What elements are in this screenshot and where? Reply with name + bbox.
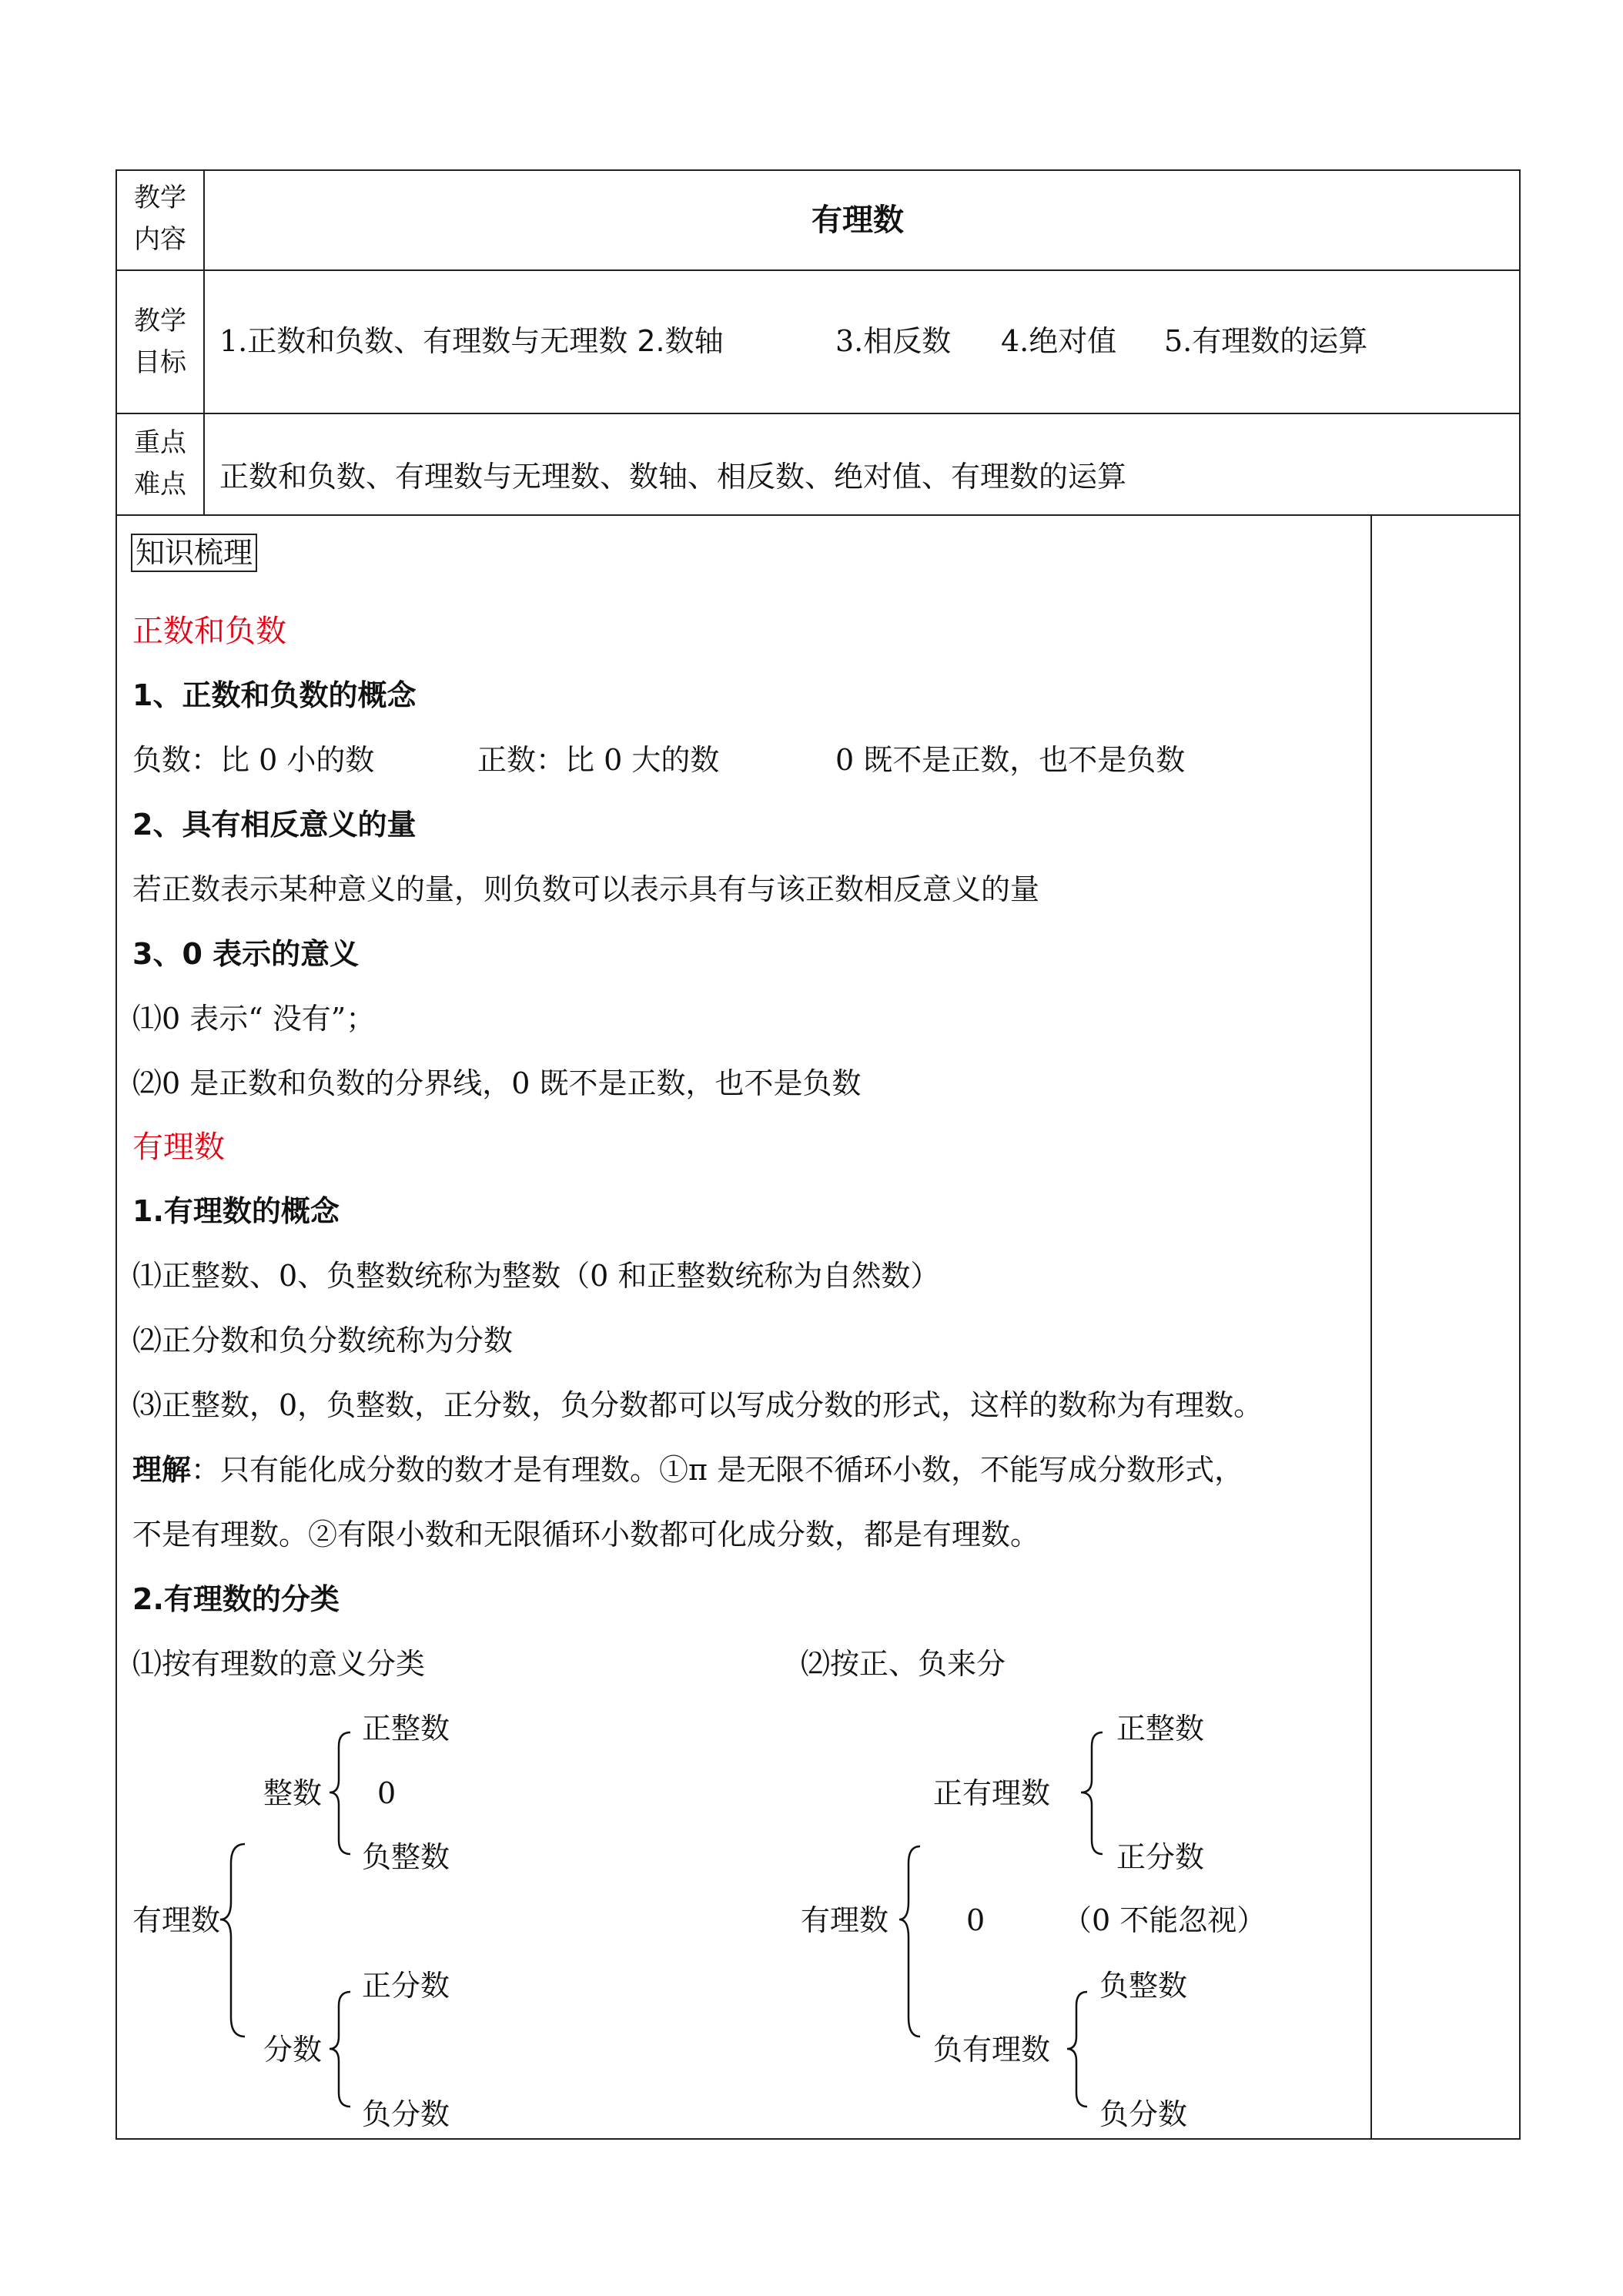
tree2-positive-fraction: 正分数 xyxy=(1116,1840,1205,1874)
tree1-fraction-brace xyxy=(330,1992,350,2107)
heading-zero-meaning: 3、0 表示的意义 xyxy=(132,937,360,971)
classification-2-title: ⑵按正、负来分 xyxy=(801,1647,1006,1681)
tree2-root: 有理数 xyxy=(801,1903,889,1937)
understanding-note xyxy=(132,1453,1244,1487)
focus-text: 正数和负数、有理数与无理数、数轴、相反数、绝对值、有理数的运算 xyxy=(219,460,1127,494)
tree2-root-brace xyxy=(899,1846,920,2037)
def-zero: 0 既不是正数，也不是负数 xyxy=(835,743,1186,777)
para-opposite-quantities: 若正数表示某种意义的量，则负数可以表示具有与该正数相反意义的量 xyxy=(132,872,1040,906)
tree2-negative-fraction: 负分数 xyxy=(1099,2097,1188,2131)
tree1-fraction: 分数 xyxy=(263,2033,323,2067)
tree1-integer: 整数 xyxy=(263,1776,323,1810)
rational-concept-1: ⑴正整数、0、负整数统称为整数（0 和正整数统称为自然数） xyxy=(132,1259,940,1293)
tree1-zero: 0 xyxy=(377,1776,397,1810)
goals-label: 教学 目标 xyxy=(134,306,186,378)
zero-meaning-2: ⑵0 是正数和负数的分界线，0 既不是正数，也不是负数 xyxy=(132,1066,862,1100)
heading-opposite-quantities: 2、具有相反意义的量 xyxy=(132,808,417,842)
tree2-negative-integer: 负整数 xyxy=(1099,1969,1188,2003)
tree1-positive-fraction: 正分数 xyxy=(362,1969,450,2003)
knowledge-box: 知识梳理 xyxy=(131,534,257,572)
tree2-negative-brace xyxy=(1067,1992,1087,2107)
tree1-root: 有理数 xyxy=(132,1903,221,1937)
tree2-negative-rational: 负有理数 xyxy=(933,2033,1051,2067)
tree1-root-brace xyxy=(220,1844,245,2037)
tree2-positive-brace xyxy=(1081,1732,1103,1854)
tree1-integer-brace xyxy=(330,1732,350,1854)
goals-item-3: 3.相反数 xyxy=(835,324,952,358)
tree2-positive-rational: 正有理数 xyxy=(933,1776,1051,1810)
section-title-positive-negative: 正数和负数 xyxy=(132,614,286,649)
heading-rational-concept: 1.有理数的概念 xyxy=(132,1194,340,1228)
tree1-negative-fraction: 负分数 xyxy=(362,2097,450,2131)
content-label: 教学 内容 xyxy=(134,182,186,255)
rational-concept-3: ⑶正整数，0，负整数，正分数，负分数都可以写成分数的形式，这样的数称为有理数。 xyxy=(132,1388,1263,1422)
tree2-zero: 0 xyxy=(966,1903,986,1937)
goals-item-1: 1.正数和负数、有理数与无理数 xyxy=(219,324,637,358)
section-title-rational: 有理数 xyxy=(132,1130,225,1165)
tree1-positive-integer: 正整数 xyxy=(362,1712,450,1745)
understanding-label: 理解 xyxy=(132,1453,192,1487)
focus-label: 重点 难点 xyxy=(134,427,186,500)
zero-meaning-1: ⑴0 表示“ 没有”； xyxy=(132,1002,376,1036)
def-positive: 正数：比 0 大的数 xyxy=(477,743,720,777)
understanding-note-2: 不是有理数。②有限小数和无限循环小数都可化成分数，都是有理数。 xyxy=(132,1518,1040,1551)
goals-item-5: 5.有理数的运算 xyxy=(1164,324,1368,358)
tree1-negative-integer: 负整数 xyxy=(362,1840,450,1874)
rational-concept-2: ⑵正分数和负分数统称为分数 xyxy=(132,1324,514,1357)
goals-text xyxy=(219,326,724,356)
heading-concept: 1、正数和负数的概念 xyxy=(132,678,417,712)
goals-item-2-num: 2. xyxy=(637,324,665,358)
classification-1-title: ⑴按有理数的意义分类 xyxy=(132,1647,426,1681)
tree2-positive-integer: 正整数 xyxy=(1116,1712,1205,1745)
understanding-text: ：只有能化成分数的数才是有理数。①π 是无限不循环小数，不能写成分数形式， xyxy=(191,1453,1244,1487)
page-title: 有理数 xyxy=(812,202,904,238)
goals-item-2: 数轴 xyxy=(664,324,724,358)
goals-item-4: 4.绝对值 xyxy=(1001,324,1117,358)
heading-classification: 2.有理数的分类 xyxy=(132,1582,340,1616)
def-negative: 负数：比 0 小的数 xyxy=(132,743,375,777)
tree2-zero-note: （0 不能忽视） xyxy=(1062,1903,1267,1937)
